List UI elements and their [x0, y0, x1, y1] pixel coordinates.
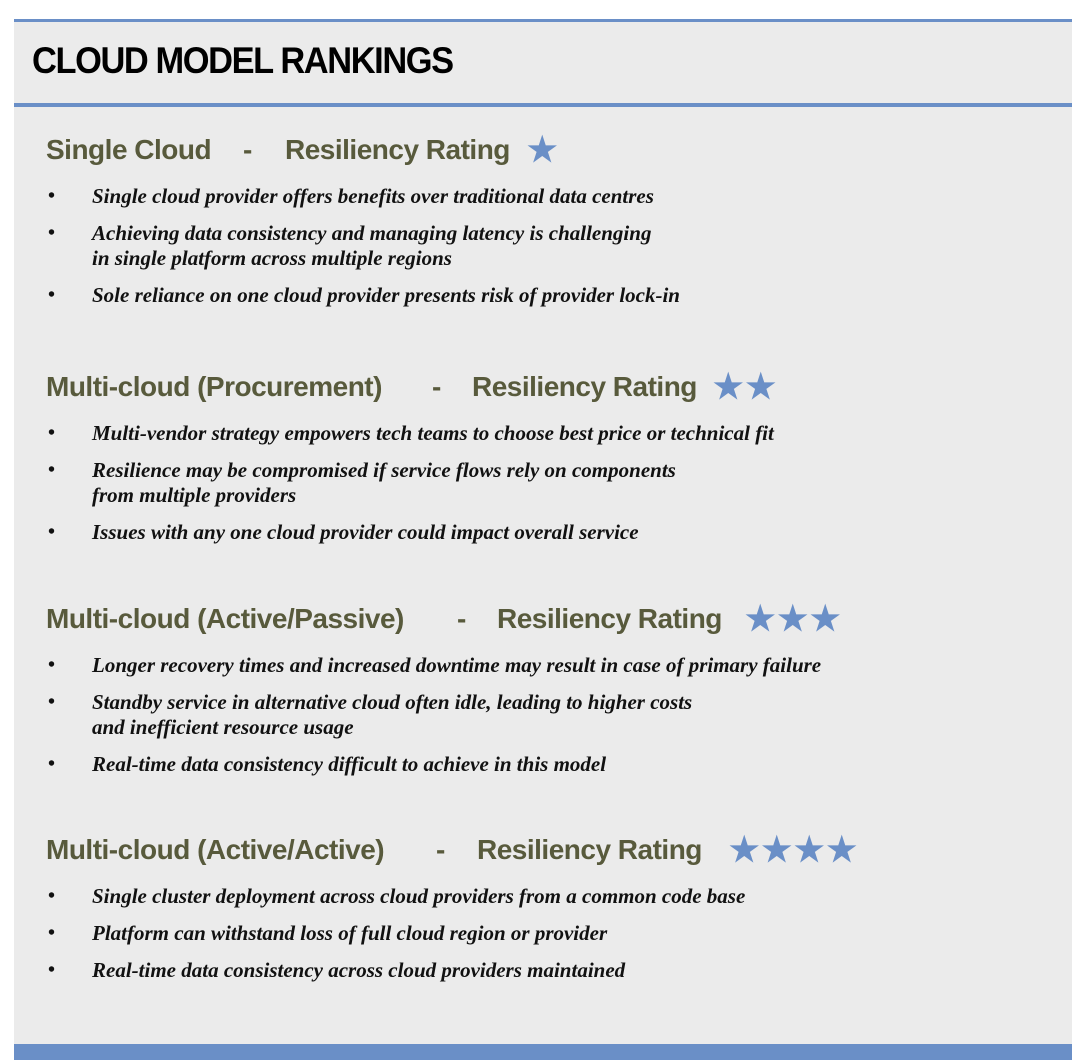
- list-item: • Real-time data consistency difficult to achieve in this model: [46, 752, 1066, 777]
- section-name: Multi-cloud (Active/Active): [46, 834, 385, 865]
- header: [14, 22, 1072, 107]
- bullet-list: [46, 653, 1066, 777]
- star-rating-icon: ★★★: [745, 600, 843, 638]
- section-multi-cloud-procurement: [46, 369, 1066, 557]
- list-item: • Standby service in alternative cloud often idle, leading to higher costs and inefficient resource usage: [46, 690, 1066, 740]
- list-item: • Multi-vendor strategy empowers tech teams to choose best price or technical fit: [46, 421, 1066, 446]
- rating-label: Resiliency Rating: [497, 603, 722, 634]
- list-item: • Single cloud provider offers benefits over traditional data centres: [46, 184, 1066, 209]
- page-title: CLOUD MODEL RANKINGS: [32, 40, 453, 81]
- star-rating-icon: ★: [527, 131, 560, 169]
- section-heading: [46, 832, 1066, 868]
- separator: -: [432, 371, 441, 402]
- bullet-list: [46, 421, 1066, 545]
- section-heading: [46, 369, 1066, 405]
- bullet-list: [46, 884, 1066, 983]
- section-name: Single Cloud: [46, 134, 212, 165]
- rankings-panel: [14, 19, 1072, 1060]
- list-item: • Resilience may be compromised if service flows rely on components from multiple providers: [46, 458, 1066, 508]
- section-multi-cloud-active-passive: [46, 601, 1066, 789]
- separator: -: [243, 134, 252, 165]
- list-item: • Achieving data consistency and managing latency is challenging in single platform across multiple regions: [46, 221, 1066, 271]
- rating-label: Resiliency Rating: [472, 371, 697, 402]
- list-item: • Longer recovery times and increased downtime may result in case of primary failure: [46, 653, 1066, 678]
- rating-label: Resiliency Rating: [285, 134, 510, 165]
- star-rating-icon: ★★: [713, 368, 778, 406]
- list-item: • Sole reliance on one cloud provider presents risk of provider lock-in: [46, 283, 1066, 308]
- section-single-cloud: [46, 132, 1066, 320]
- list-item: • Platform can withstand loss of full cloud region or provider: [46, 921, 1066, 946]
- separator: -: [436, 834, 445, 865]
- list-item: • Issues with any one cloud provider could impact overall service: [46, 520, 1066, 545]
- rating-label: Resiliency Rating: [477, 834, 702, 865]
- list-item: • Real-time data consistency across cloud providers maintained: [46, 958, 1066, 983]
- section-heading: [46, 132, 1066, 168]
- section-name: Multi-cloud (Active/Passive): [46, 603, 404, 634]
- section-heading: [46, 601, 1066, 637]
- star-rating-icon: ★★★★: [729, 831, 859, 869]
- section-name: Multi-cloud (Procurement): [46, 371, 382, 402]
- section-multi-cloud-active-active: [46, 832, 1066, 995]
- bullet-list: [46, 184, 1066, 308]
- bottom-bar: [14, 1044, 1072, 1060]
- list-item: • Single cluster deployment across cloud providers from a common code base: [46, 884, 1066, 909]
- separator: -: [457, 603, 466, 634]
